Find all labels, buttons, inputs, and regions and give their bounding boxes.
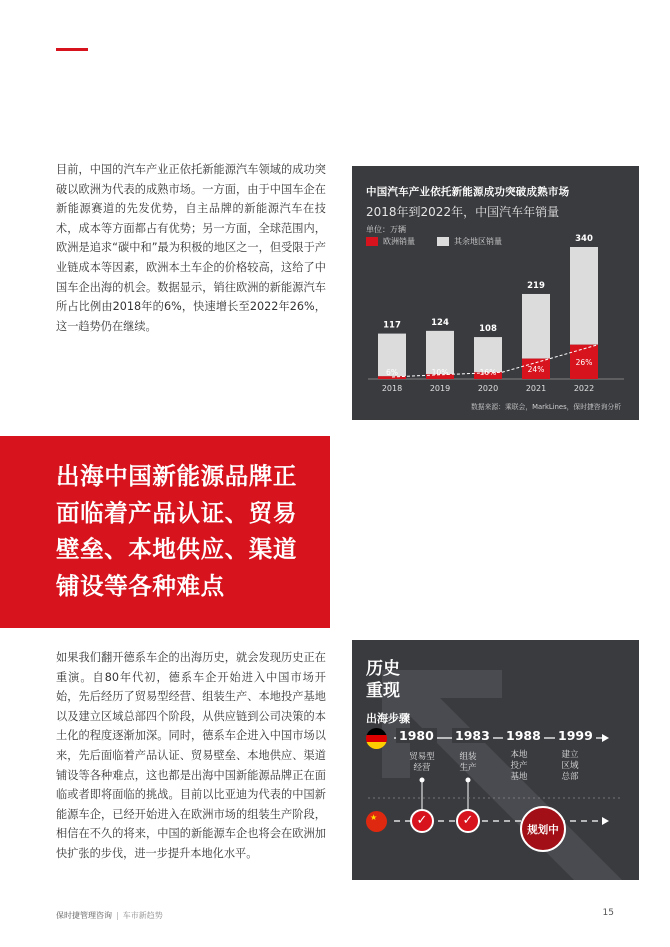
category-label-2020: 2020 [477,384,499,393]
share-label-2020: 16% [479,368,497,377]
banner-line: 出海中国新能源品牌正 [56,462,297,490]
share-label-2019: 10% [431,368,449,377]
stage-label: 贸易型 经营 [409,752,435,773]
accent-bar [56,48,88,51]
year-label: 1980 [396,728,437,743]
banner-line: 壁垒、本地供应、渠道 [56,535,297,563]
legend-label-europe: 欧洲销量 [383,237,415,246]
connector-dot [420,778,425,783]
bar-other-2020 [474,337,502,372]
china-flag-icon [366,811,387,832]
share-label-2018: 6% [386,368,398,377]
history-title-line: 历史 [366,659,400,679]
chart-unit: 单位：万辆 [366,225,406,234]
total-label-2020: 108 [479,324,497,335]
stage-label: 本地 投产 基地 [510,750,528,782]
category-label-2018: 2018 [381,384,403,393]
legend-label-other: 其余地区销量 [454,237,502,246]
bar-other-2022 [570,247,598,345]
flag-star: ★ [370,813,378,822]
history-card [352,640,639,880]
category-label-2021: 2021 [525,384,547,393]
footer-brand: 保时捷管理咨询 [56,911,112,920]
sales-chart-card [352,166,639,420]
footer-separator: | [116,911,119,920]
history-subtitle: 出海步骤 [366,712,410,725]
year-label: 1999 [555,728,596,743]
chart-subtitle: 2018年到2022年，中国汽车年销量 [366,205,560,219]
total-label-2022: 340 [575,234,593,244]
check-icon: ✓ [410,809,434,833]
total-label-2019: 124 [431,317,449,328]
check-icon: ✓ [456,809,480,833]
total-label-2021: 219 [527,280,545,291]
bar-chart [352,166,639,420]
history-title [366,658,400,702]
share-label-2021: 24% [527,364,545,374]
chart-source: 数据来源：乘联会，MarkLines，保时捷咨询分析 [470,403,621,411]
banner-line: 面临着产品认证、贸易 [56,498,297,527]
page-number: 15 [602,908,614,918]
timeline-arrow-icon [602,734,609,742]
stage-label: 组装 生产 [459,752,477,773]
category-label-2022: 2022 [573,384,595,393]
intro-paragraph: 目前，中国的汽车产业正依托新能源汽车领域的成功突破以欧洲为代表的成熟市场。一方面，由于中国车企在新能源赛道的先发优势，自主品牌的新能源汽车在技术，成本等方面都占有优势；另一方面，全球范围内，欧洲是追求“碳中和”最为积极的地区之一，但受限于产业链成本等因素，欧洲本土车企的价格较高，这给了中国车企出海的机会。数据显示，销往欧洲的新能源汽车所占比例由2018年的6%，快速增长至2022年26%，这一趋势仍在继续。 [56,163,326,333]
footer-section: 车市新趋势 [122,911,163,920]
banner-headline [56,458,316,604]
plan-timeline-arrow-icon [602,817,609,825]
year-label: 1983 [452,728,493,743]
year-label: 1988 [503,728,544,743]
total-label-2018: 117 [383,320,401,331]
share-label-2022: 26% [575,357,593,367]
footer [56,910,163,921]
germany-flag-icon [366,728,387,749]
category-label-2019: 2019 [429,384,451,393]
stage-label: 建立 区域 总部 [561,750,579,782]
chart-title: 中国汽车产业依托新能源成功突破成熟市场 [366,186,570,198]
history-title-line: 重现 [366,681,400,701]
plan-badge: 规划中 [520,806,566,852]
bar-other-2021 [522,294,550,359]
banner-line: 铺设等各种难点 [56,571,225,600]
history-paragraph: 如果我们翻开德系车企的出海历史，就会发现历史正在重演。自80年代初，德系车企开始进入中国市场开始，先后经历了贸易型经营、组装生产、本地投产基地以及建立区域总部四个阶段，从供应链到公司决策的本土化的程度逐渐加深。同时，德系车企进入中国市场以来，先后面临着产品认证、贸易壁垒、本地供应、渠道铺设等各种难点，这也都是出海中国新能源品牌正在面临或者即将面临的挑战。目前以比亚迪为代表的中国新能源车企，已经开始进入在欧洲市场的组装生产阶段，相信在不久的将来，中国的新能源车企也将会在欧洲加快扩张的步伐，进一步提升本地化水平。 [56,651,326,860]
connector-dot [466,778,471,783]
